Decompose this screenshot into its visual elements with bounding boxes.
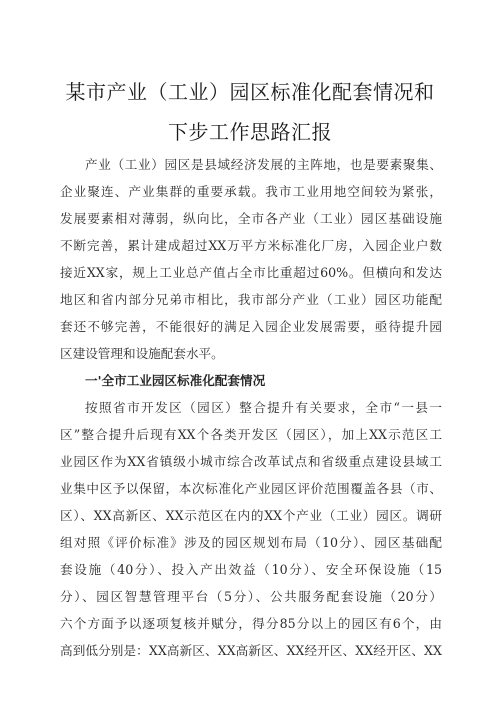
paragraph-line: 套还不够完善，不能很好的满足入园企业发展需要，亟待提升园 [60,319,442,334]
paragraph-line: 不断完善，累计建成超过XX万平方米标准化厂房，入园企业户数 [60,238,442,253]
paragraph-line: 接近XX家，规上工业总产值占全市比重超过60%。但横向和发达 [60,265,442,280]
paragraph-line: 六个方面予以逐项复核并赋分，得分85分以上的园区有6个，由 [60,616,442,631]
paragraph-line: 区）、XX高新区、XX示范区在内的XX个产业（工业）园区。调研 [60,508,442,523]
paragraph-line: 业集中区予以保留，本次标准化产业园区评价范围覆盖各县（市、 [60,481,442,496]
paragraph-line: 企业聚连、产业集群的重要承载。我市工业用地空间较为紧张， [60,184,442,199]
document-title-line-2: 下步工作思路汇报 [168,120,332,144]
paragraph-line: 分）、园区智慧管理平台（5分）、公共服务配套设施（20分） [60,589,442,604]
paragraph-line: 发展要素相对薄弱，纵向比，全市各产业（工业）园区基础设施 [60,211,442,226]
paragraph-line: 按照省市开发区（园区）整合提升有关要求，全市“一县一 [85,400,442,415]
document-title-line-1: 某市产业（工业）园区标准化配套情况和 [65,80,435,104]
paragraph-line: 产业（工业）园区是县域经济发展的主阵地，也是要素聚集、 [85,157,442,172]
paragraph-line: 套设施（40分）、投入产出效益（10分）、安全环保设施（15 [60,562,442,577]
paragraph-line: 区建设管理和设施配套水平。 [60,346,224,361]
paragraph-line: 高到低分别是：XX高新区、XX高新区、XX经开区、XX经开区、XX [60,643,442,658]
section-heading: 一'全市工业园区标准化配套情况 [85,373,266,388]
paragraph-line: 地区和省内部分兄弟市相比，我市部分产业（工业）园区功能配 [60,292,442,307]
paragraph-line: 区”整合提升后现有XX个各类开发区（园区），加上XX示范区工 [60,427,442,442]
paragraph-line: 组对照《评价标准》涉及的园区规划布局（10分）、园区基础配 [60,535,442,550]
paragraph-line: 业园区作为XX省镇级小城市综合改革试点和省级重点建设县域工 [60,454,442,469]
